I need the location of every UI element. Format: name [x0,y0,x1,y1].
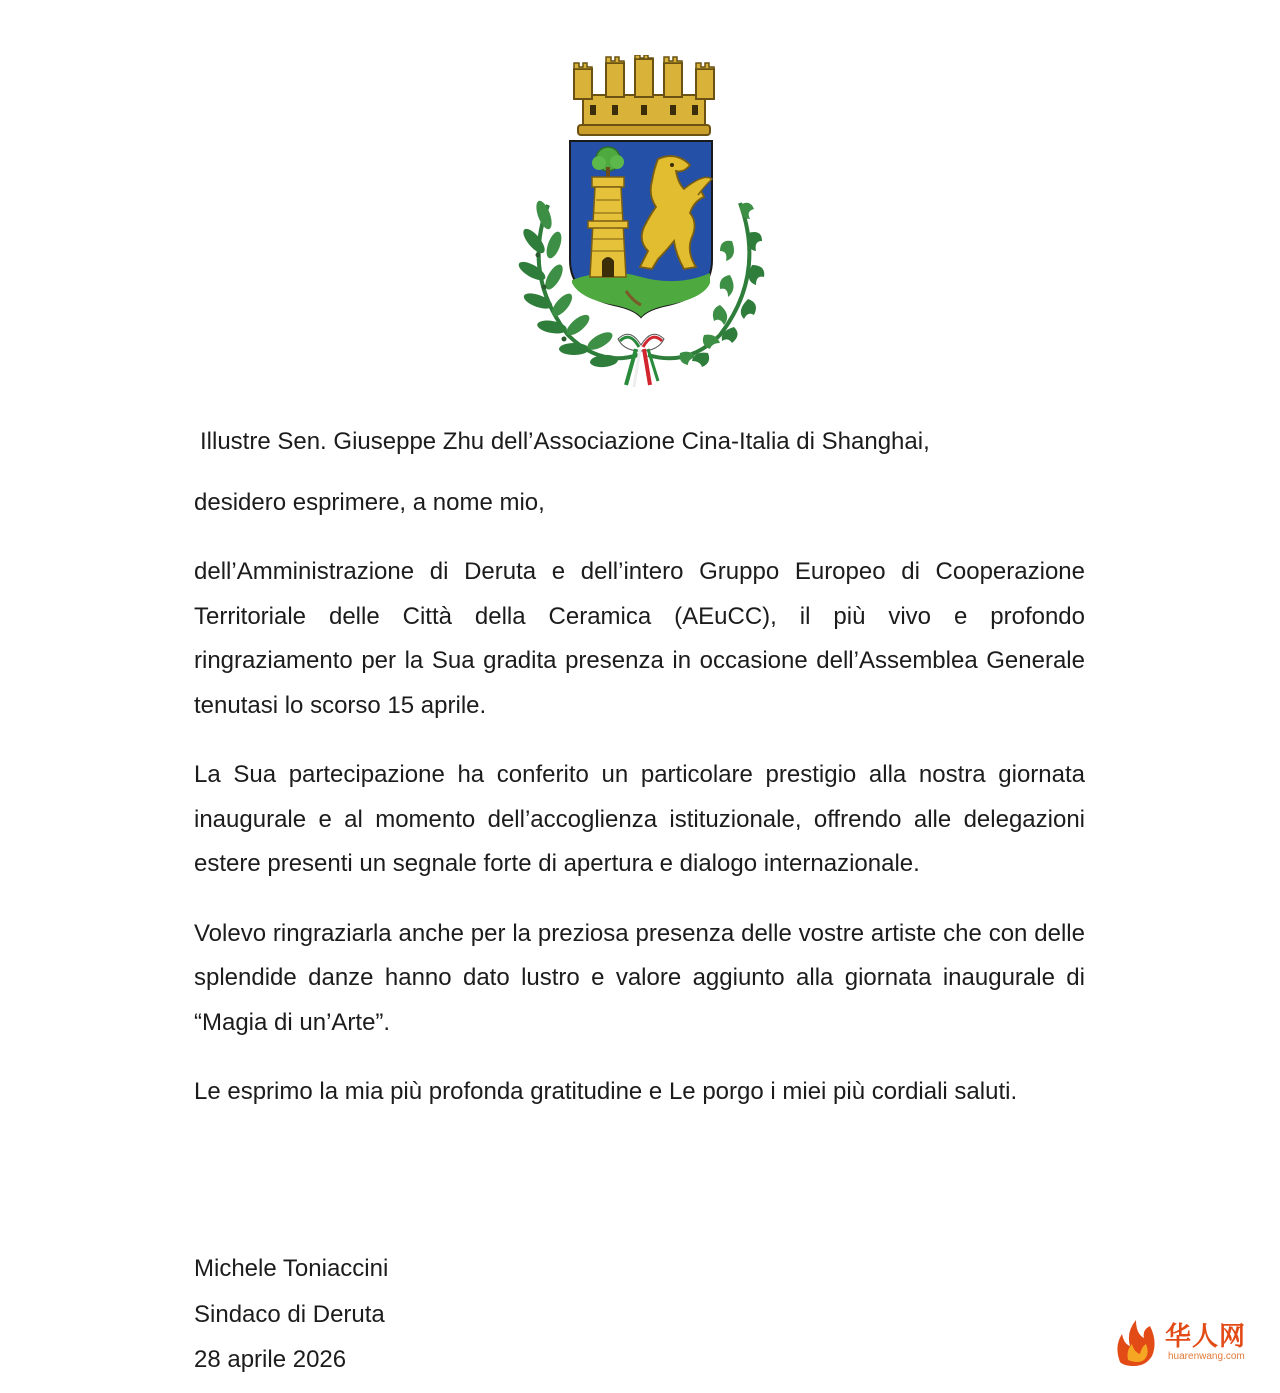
watermark-brand: 华人网 [1165,1322,1247,1352]
letter-date: 28 aprile 2026 [194,1346,347,1373]
letter-paragraph: La Sua partecipazione ha conferito un particolare prestigio alla nostra giornata inaugurale e al momento dell’accoglienza istituzionale, offrendo alle delegazioni estere presenti un segnale forte di apertura e dialogo internazionale. [194,761,1085,877]
letter-salutation: Illustre Sen. Giuseppe Zhu dell’Associazione Cina-Italia di Shanghai, [200,428,930,455]
signature-block [194,1246,388,1383]
tower-icon [588,177,628,277]
tricolor-ribbon-icon [618,334,664,387]
flame-logo-icon [1112,1316,1160,1368]
letter-paragraph: dell’Amministrazione di Deruta e dell’intero Gruppo Europeo di Cooperazione Territoriale delle Città della Ceramica (AEuCC), il più vivo e profondo ringraziamento per la Sua gradita presenza in occasione dell’Assemblea Generale tenutasi lo scorso 15 aprile. [194,558,1085,719]
watermark-logo [1112,1314,1262,1370]
signatory-name: Michele Toniaccini [194,1255,389,1282]
letter-opening: desidero esprimere, a nome mio, [194,488,545,516]
letter-paragraph: Le esprimo la mia più profonda gratitudine e Le porgo i miei più cordiali saluti. [194,1078,1018,1105]
watermark-domain: huarenwang.com [1168,1351,1245,1362]
signatory-title: Sindaco di Deruta [194,1300,385,1328]
mural-crown-icon [574,55,714,135]
letter-paragraph: Volevo ringraziarla anche per la preziosa presenza delle vostre artiste che con delle splendide danze hanno dato lustro e valore aggiunto alla giornata inaugurale di “Magia di un’Arte”. [194,919,1085,1036]
coat-of-arms-emblem [508,55,778,390]
letter-body [194,420,1085,1115]
